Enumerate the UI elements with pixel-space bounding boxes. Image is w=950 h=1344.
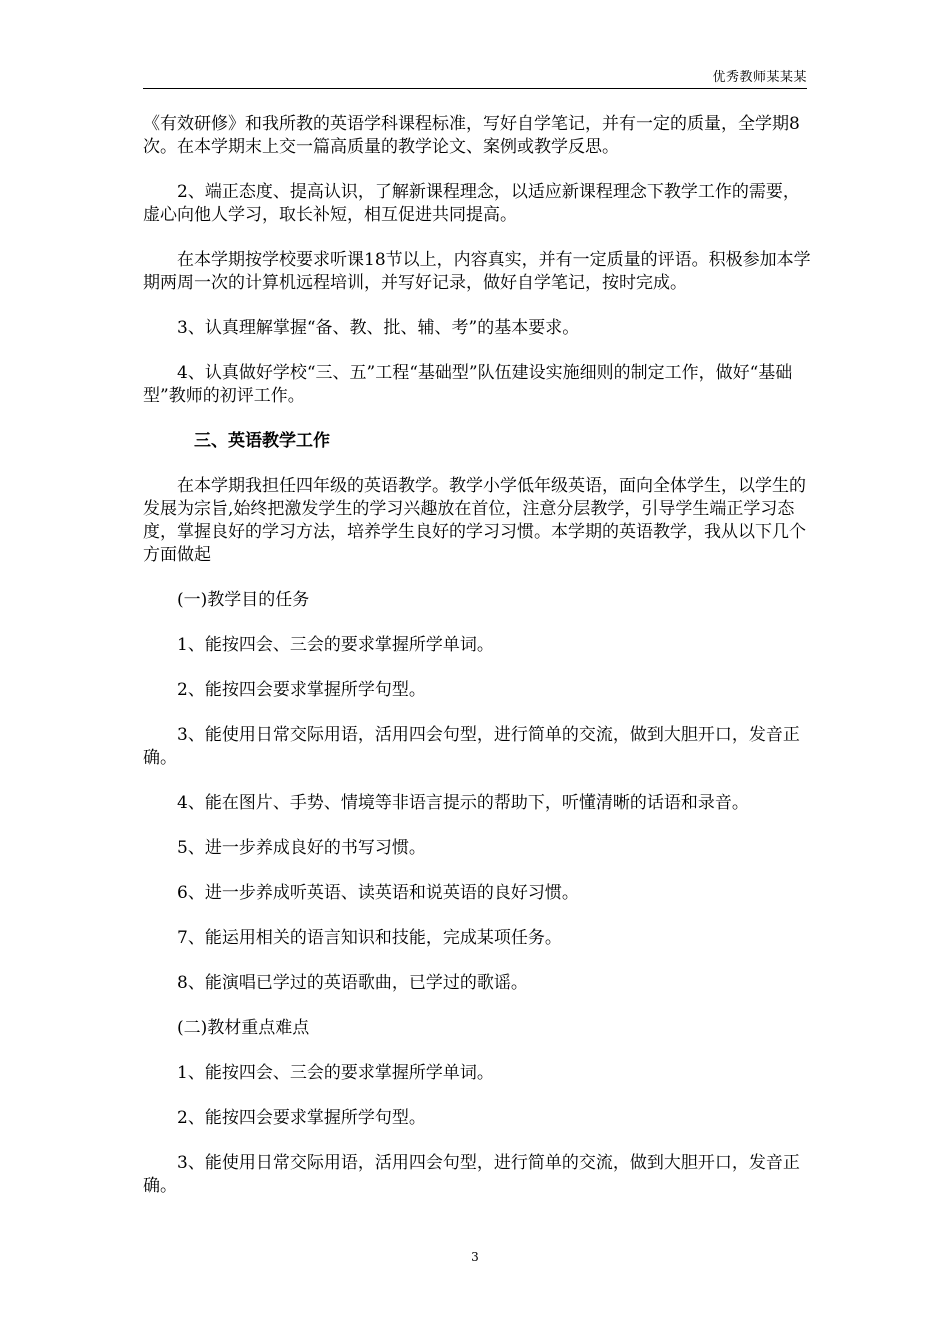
objective-item-7: 7、能运用相关的语言知识和技能，完成某项任务。 — [177, 928, 562, 948]
difficulty-item-2: 2、能按四会要求掌握所学句型。 — [177, 1108, 426, 1128]
difficulty-item-3: 3、能使用日常交际用语，活用四会句型，进行简单的交流，做到大胆开口，发音正确。 — [143, 1153, 800, 1196]
paragraph-study-notes: 《有效研修》和我所教的英语学科课程标准，写好自学笔记，并有一定的质量，全学期8次。在本学期末上交一篇高质量的教学论文、案例或教学反思。 — [143, 114, 800, 157]
section-heading-english-teaching: 三、英语教学工作 — [194, 431, 330, 451]
objective-item-1: 1、能按四会、三会的要求掌握所学单词。 — [177, 635, 494, 655]
paragraph-english-intro: 在本学期我担任四年级的英语教学。教学小学低年级英语，面向全体学生，以学生的发展为宗旨,始终把激发学生的学习兴趣放在首位，注意分层教学，引导学生端正学习态度，掌握良好的学习方法，培养学生良好的学习习惯。本学期的英语教学，我从以下几个方面做起 — [143, 476, 806, 565]
paragraph-attitude: 2、端正态度、提高认识，了解新课程理念，以适应新课程理念下教学工作的需要，虚心向他人学习，取长补短，相互促进共同提高。 — [143, 182, 800, 225]
subheading-teaching-objectives: (一)教学目的任务 — [177, 590, 310, 610]
subheading-key-difficulties: (二)教材重点难点 — [177, 1018, 310, 1038]
page-number: 3 — [471, 1250, 479, 1264]
difficulty-item-1: 1、能按四会、三会的要求掌握所学单词。 — [177, 1063, 494, 1083]
header-author: 优秀教师某某某 — [712, 70, 807, 85]
objective-item-5: 5、进一步养成良好的书写习惯。 — [177, 838, 426, 858]
objective-item-3: 3、能使用日常交际用语，活用四会句型，进行简单的交流，做到大胆开口，发音正确。 — [143, 725, 800, 768]
document-body — [143, 113, 815, 1198]
objective-item-8: 8、能演唱已学过的英语歌曲，已学过的歌谣。 — [177, 973, 528, 993]
paragraph-teaching-requirements: 3、认真理解掌握“备、教、批、辅、考”的基本要求。 — [177, 318, 580, 338]
objective-item-6: 6、进一步养成听英语、读英语和说英语的良好习惯。 — [177, 883, 579, 903]
paragraph-lesson-observation: 在本学期按学校要求听课18节以上，内容真实，并有一定质量的评语。积极参加本学期两周一次的计算机远程培训，并写好记录，做好自学笔记，按时完成。 — [143, 250, 811, 293]
objective-item-4: 4、能在图片、手势、情境等非语言提示的帮助下，听懂清晰的话语和录音。 — [177, 793, 749, 813]
objective-item-2: 2、能按四会要求掌握所学句型。 — [177, 680, 426, 700]
page-header — [143, 64, 807, 89]
paragraph-foundation-project: 4、认真做好学校“三、五”工程“基础型”队伍建设实施细则的制定工作，做好“基础型”教师的初评工作。 — [143, 363, 793, 406]
